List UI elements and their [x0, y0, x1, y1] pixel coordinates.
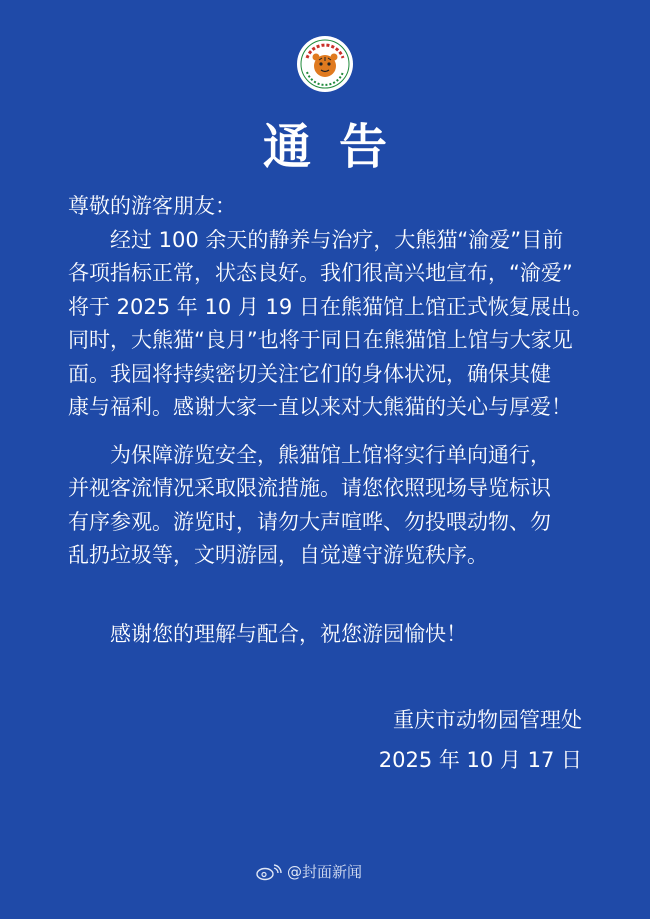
paragraph-line: 面。我园将持续密切关注它们的身体状况，确保其健 — [68, 361, 551, 386]
tiger-emblem-icon — [297, 36, 353, 92]
paragraph-line: 为保障游览安全，熊猫馆上馆将实行单向通行， — [68, 443, 551, 467]
paragraph-thanks — [68, 618, 588, 651]
paragraph-line: 有序参观。游览时，请勿大声喧哗、勿投喂动物、勿 — [68, 509, 551, 534]
paragraph-line: 各项指标正常，状态良好。我们很高兴地宣布，“渝爱” — [68, 261, 573, 286]
paragraph-safety — [68, 439, 588, 573]
paragraph-line: 乱扔垃圾等，文明游园，自觉遵守游览秩序。 — [68, 543, 488, 568]
zoo-logo — [297, 36, 353, 92]
weibo-icon — [254, 863, 284, 881]
signature-org: 重庆市动物园管理处 — [393, 708, 582, 732]
paragraph-reopening — [68, 224, 593, 424]
greeting: 尊敬的游客朋友： — [68, 194, 236, 218]
signature-date: 2025 年 10 月 17 日 — [378, 748, 582, 772]
watermark-text: @封面新闻 — [287, 863, 363, 881]
paragraph-line: 同时，大熊猫“良月”也将于同日在熊猫馆上馆与大家见 — [68, 328, 573, 353]
paragraph-line: 经过 100 余天的静养与治疗，大熊猫“渝爱”目前 — [68, 228, 564, 252]
page-title: 通告 — [262, 119, 415, 175]
paragraph-line: 康与福利。感谢大家一直以来对大熊猫的关心与厚爱！ — [68, 395, 572, 420]
paragraph-line: 并视客流情况采取限流措施。请您依照现场导览标识 — [68, 476, 551, 501]
paragraph-line: 将于 2025 年 10 月 19 日在熊猫馆上馆正式恢复展出。 — [68, 294, 593, 319]
paragraph-line: 感谢您的理解与配合，祝您游园愉快！ — [68, 622, 467, 646]
source-watermark — [254, 861, 362, 882]
